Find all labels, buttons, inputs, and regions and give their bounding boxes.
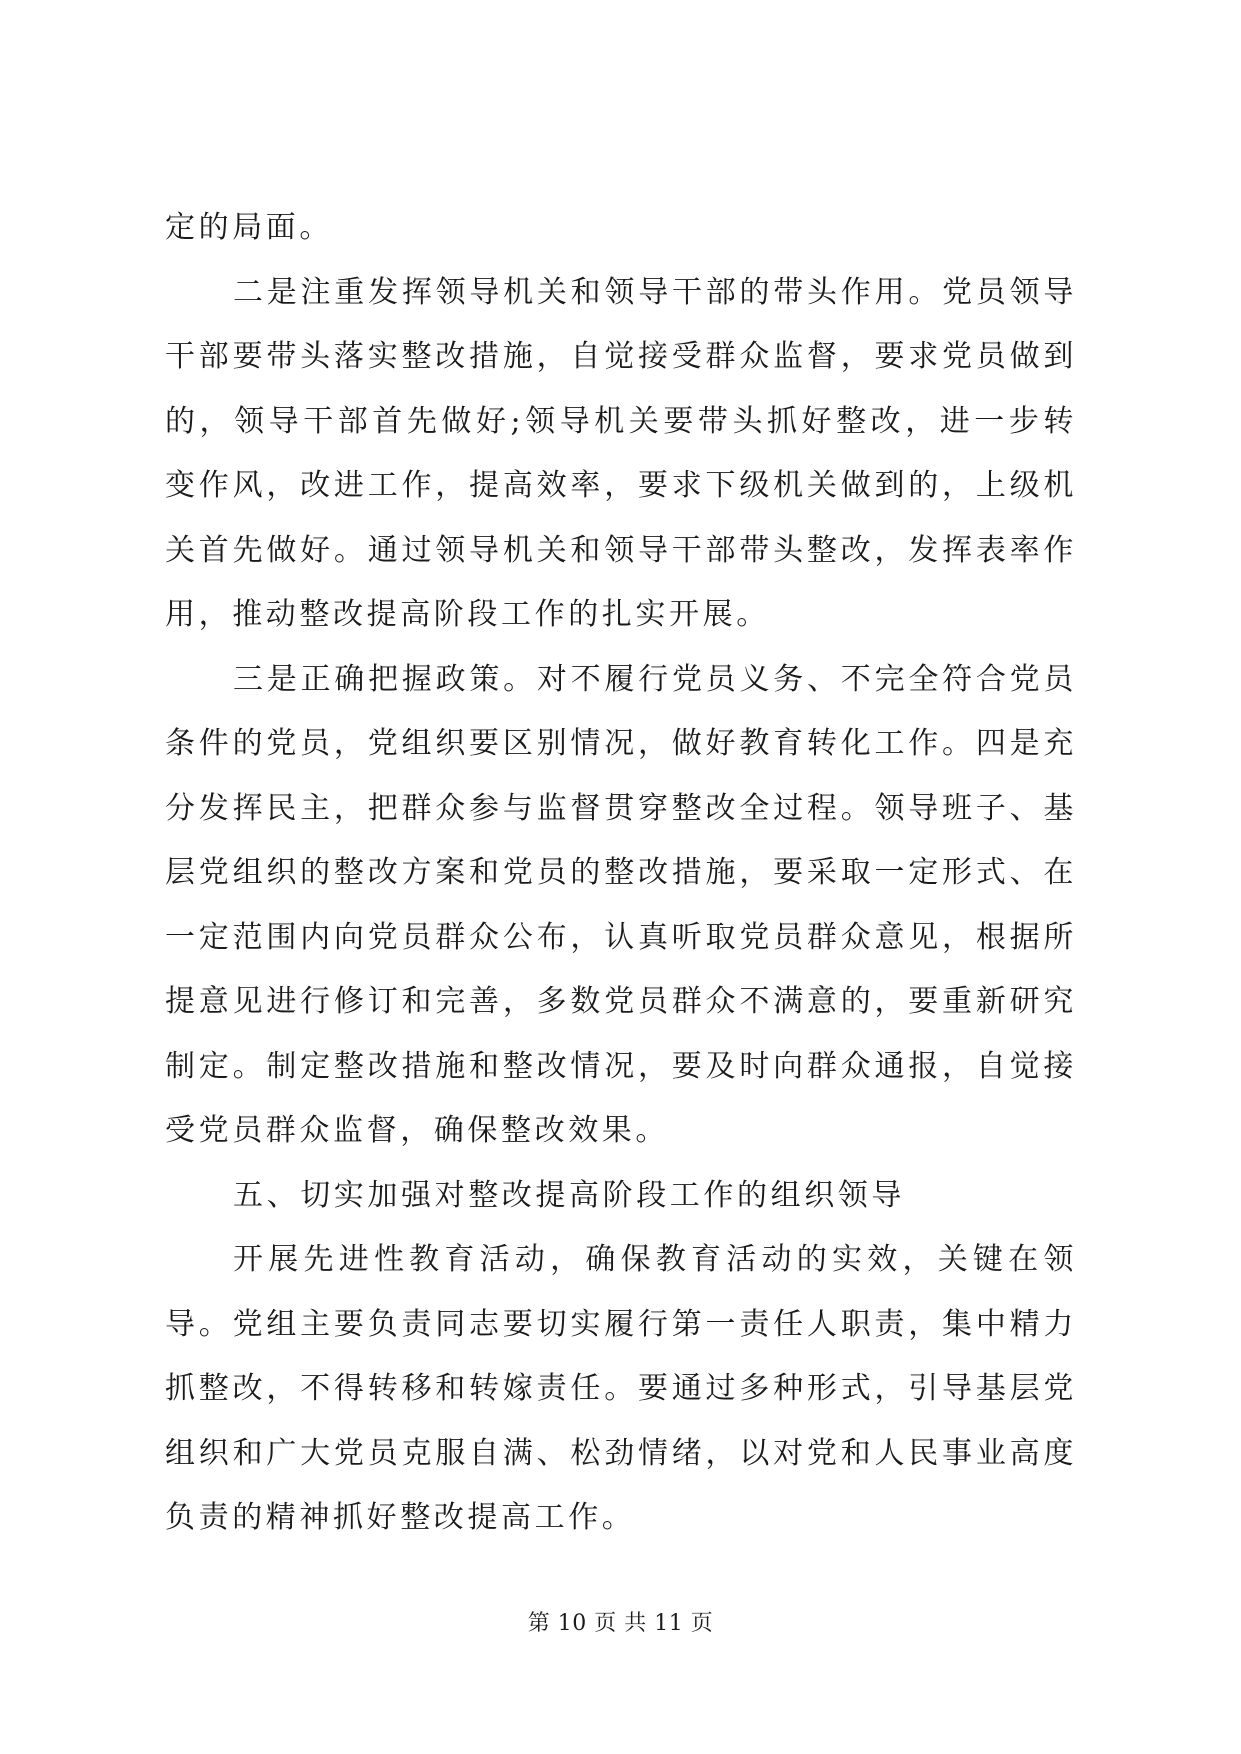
document-body [165,196,1077,1551]
paragraph-leadership-role: 二是注重发挥领导机关和领导干部的带头作用。党员领导干部要带头落实整改措施，自觉接受群众监督，要求党员做到的，领导干部首先做好;领导机关要带头抓好整改，进一步转变作风，改进工作，提高效率，要求下级机关做到的，上级机关首先做好。通过领导机关和领导干部带头整改，发挥表率作用，推动整改提高阶段工作的扎实开展。 [165,274,1077,632]
page-footer: 第 10 页 共 11 页 [527,1611,714,1636]
paragraph-continuation: 定的局面。 [165,210,333,245]
paragraph-policy-democracy: 三是正确把握政策。对不履行党员义务、不完全符合党员条件的党员，党组织要区别情况，做好教育转化工作。四是充分发挥民主，把群众参与监督贯穿整改全过程。领导班子、基层党组织的整改方案和党员的整改措施，要采取一定形式、在一定范围内向党员群众公布，认真听取党员群众意见，根据所提意见进行修订和完善，多数党员群众不满意的，要重新研究制定。制定整改措施和整改情况，要及时向群众通报，自觉接受党员群众监督，确保整改效果。 [165,661,1077,1148]
paragraph-organization-leadership: 开展先进性教育活动，确保教育活动的实效，关键在领导。党组主要负责同志要切实履行第一责任人职责，集中精力抓整改，不得转移和转嫁责任。要通过多种形式，引导基层党组织和广大党员克服自满、松劲情绪，以对党和人民事业高度负责的精神抓好整改提高工作。 [165,1242,1077,1535]
section-heading-five: 五、切实加强对整改提高阶段工作的组织领导 [233,1177,905,1213]
